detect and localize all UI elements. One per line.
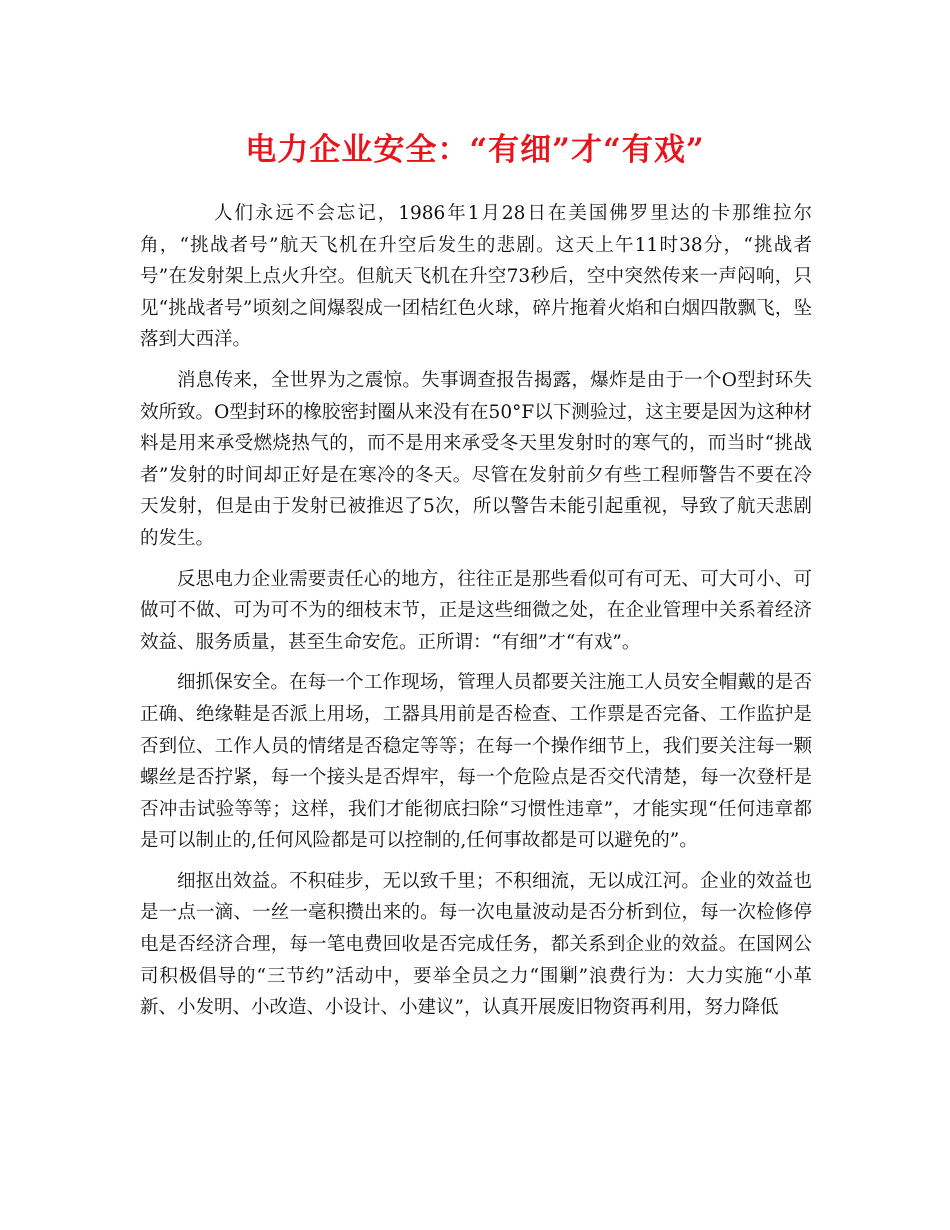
paragraph-efficiency: 细抠出效益。不积硅步，无以致千里；不积细流，无以成江河。企业的效益也是一点一滴、一丝一毫积攒出来的。每一次电量波动是否分析到位，每一次检修停电是否经济合理，每一笔电费回收是否完成任务，都关系到企业的效益。在国网公司积极倡导的“三节约”活动中，要举全员之力“围剿”浪费行为：大力实施“小革新、小发明、小改造、小设计、小建议”，认真开展废旧物资再利用，努力降低 <box>140 870 812 1019</box>
paragraph-safety: 细抓保安全。在每一个工作现场，管理人员都要关注施工人员安全帽戴的是否正确、绝缘鞋是否派上用场，工器具用前是否检查、工作票是否完备、工作监护是否到位、工作人员的情绪是否稳定等等；在每一个操作细节上，我们要关注每一颗螺丝是否拧紧，每一个接头是否焊牢，每一个危险点是否交代清楚，每一次登杆是否冲击试验等等；这样，我们才能彻底扫除“习惯性违章”，才能实现“任何违章都是可以制止的,任何风险都是可以控制的,任何事故都是可以避免的”。 <box>140 672 812 852</box>
paragraph-investigation: 消息传来，全世界为之震惊。失事调查报告揭露，爆炸是由于一个O型封环失效所致。O型封环的橡胶密封圈从来没有在50°F以下测验过，这主要是因为这种材料是用来承受燃烧热气的，而不是用来承受冬天里发射时的寒气的，而当时“挑战者”发射的时间却正好是在寒冷的冬天。尽管在发射前夕有些工程师警告不要在冷天发射，但是由于发射已被推迟了5次，所以警告未能引起重视，导致了航天悲剧的发生。 <box>140 369 812 549</box>
document-body <box>140 198 812 1033</box>
document-title: 电力企业安全：“有细”才“有戏” <box>245 132 705 168</box>
paragraph-reflection: 反思电力企业需要责任心的地方，往往正是那些看似可有可无、可大可小、可做可不做、可为可不为的细枝末节，正是这些细微之处，在企业管理中关系着经济效益、服务质量，甚至生命安危。正所谓：“有细”才“有戏”。 <box>140 568 812 653</box>
paragraph-challenger-disaster: 人们永远不会忘记，1986年1月28日在美国佛罗里达的卡那维拉尔角，“挑战者号”航天飞机在升空后发生的悲剧。这天上午11时38分，“挑战者号”在发射架上点火升空。但航天飞机在升空73秒后，空中突然传来一声闷响，只见“挑战者号”顷刻之间爆裂成一团桔红色火球，碎片拖着火焰和白烟四散飘飞，坠落到大西洋。 <box>140 203 812 351</box>
